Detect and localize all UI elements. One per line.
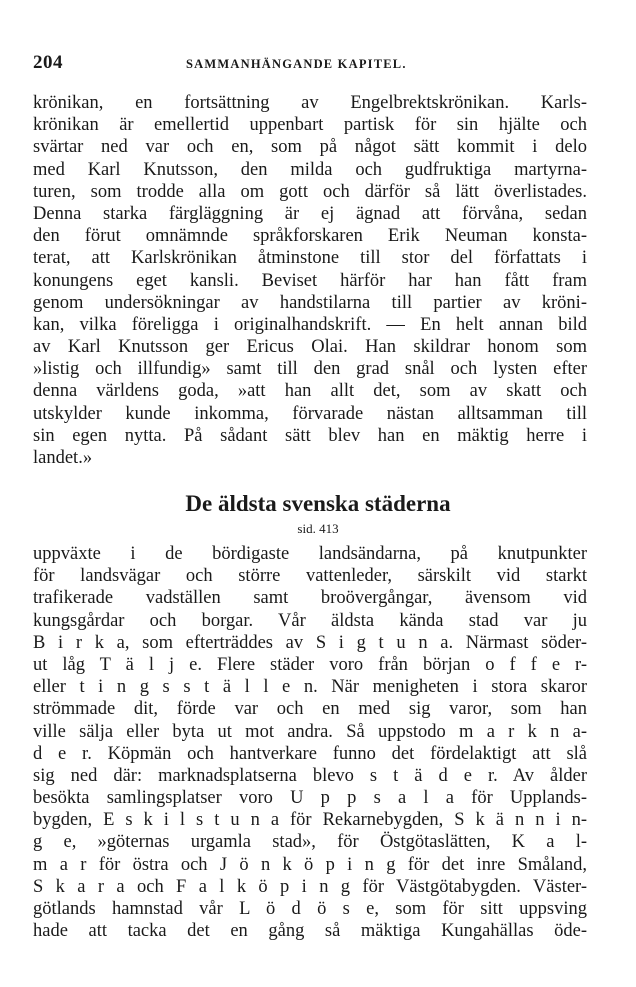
paragraph-aldsta-stader <box>33 543 587 942</box>
text-line: av Karl Knutsson ger Ericus Olai. Han skildrar honom som <box>33 337 587 358</box>
text-line: g e, »göternas urgamla stad», för Östgötaslätten, K a l- <box>33 832 587 853</box>
text-line: genom undersökningar av handstilarna till partier av kröni- <box>33 292 587 313</box>
text-line: konungens eget kansli. Beviset härför har han fått fram <box>33 270 587 291</box>
text-line: bygden, E s k i l s t u n a för Rekarnebygden, S k ä n n i n- <box>33 810 587 831</box>
text-line: denna världens goda, »att han allt det, som av skatt och <box>33 381 587 402</box>
text-line: eller t i n g s s t ä l l e n. När menigheten i stora skaror <box>33 677 587 698</box>
text-line: sig ned där: marknadsplatserna blevo s t ä d e r. Av ålder <box>33 765 587 786</box>
text-line: B i r k a, som efterträddes av S i g t u n a. Närmast söder- <box>33 632 587 653</box>
text-line: utskylder kunde inkomma, förvarade nästan alltsamman till <box>33 403 587 424</box>
section-heading: De äldsta svenska städerna <box>185 491 451 516</box>
text-line: landet.» <box>33 448 93 468</box>
text-line: kan, vilka föreligga i originalhandskrift. — En helt annan bild <box>33 314 587 335</box>
text-line: uppväxte i de bördigaste landsändarna, på knutpunkter <box>33 544 587 564</box>
text-line: kungsgårdar och borgar. Vår äldsta kända stad var ju <box>33 610 587 631</box>
text-line: terat, att Karlskrönikan åtminstone till stor del författats i <box>33 248 587 269</box>
text-line: S k a r a och F a l k ö p i n g för Västgötabygden. Väster- <box>33 876 587 897</box>
text-line: trafikerade vadställen samt broövergångar, ävensom vid <box>33 588 587 609</box>
text-line: krönikan är emellertid uppenbart partisk för sin hjälte och <box>33 115 587 136</box>
text-line: m a r för östra och J ö n k ö p i n g för det inre Småland, <box>33 854 587 875</box>
text-line: strömmade dit, förde var och en med sig varor, som han <box>33 699 587 720</box>
text-line: sin egen nytta. På sådant sätt blev han en mäktig herre i <box>33 425 587 446</box>
text-line: Denna starka färgläggning är ej ägnad att förvåna, sedan <box>33 203 587 224</box>
text-line: »listig och illfundig» samt till den grad snål och lysten efter <box>33 359 587 380</box>
text-line: turen, som trodde alla om gott och därför så lätt överlistades. <box>33 181 587 202</box>
running-head: SAMMANHÄNGANDE KAPITEL. <box>186 57 407 71</box>
page-header <box>33 52 603 76</box>
text-line: med Karl Knutsson, den milda och gudfruktiga martyrna- <box>33 159 587 180</box>
paragraph-karlskronikan <box>33 92 587 469</box>
text-line: för landsvägar och större vattenleder, särskilt vid starkt <box>33 566 587 587</box>
page-number: 204 <box>33 52 63 73</box>
text-line: krönikan, en fortsättning av Engelbrektskrönikan. Karls- <box>33 93 587 113</box>
text-line: d e r. Köpmän och hantverkare funno det fördelaktigt att slå <box>33 743 587 764</box>
section-page-reference: sid. 413 <box>297 521 339 536</box>
text-line: hade att tacka det en gång så mäktiga Kungahällas öde- <box>33 921 587 942</box>
text-line: ville sälja eller byta ut mot andra. Så uppstodo m a r k n a- <box>33 721 587 742</box>
text-line: den förut omnämnde språkforskaren Erik Neuman konsta- <box>33 226 587 247</box>
text-line: götlands hamnstad vår L ö d ö s e, som för sitt uppsving <box>33 899 587 919</box>
text-line: ut låg T ä l j e. Flere städer voro från början o f f e r- <box>33 654 587 675</box>
text-line: svärtar ned var och en, som på något sätt kommit i delo <box>33 137 587 158</box>
text-line: besökta samlingsplatser voro U p p s a l a för Upplands- <box>33 788 587 809</box>
